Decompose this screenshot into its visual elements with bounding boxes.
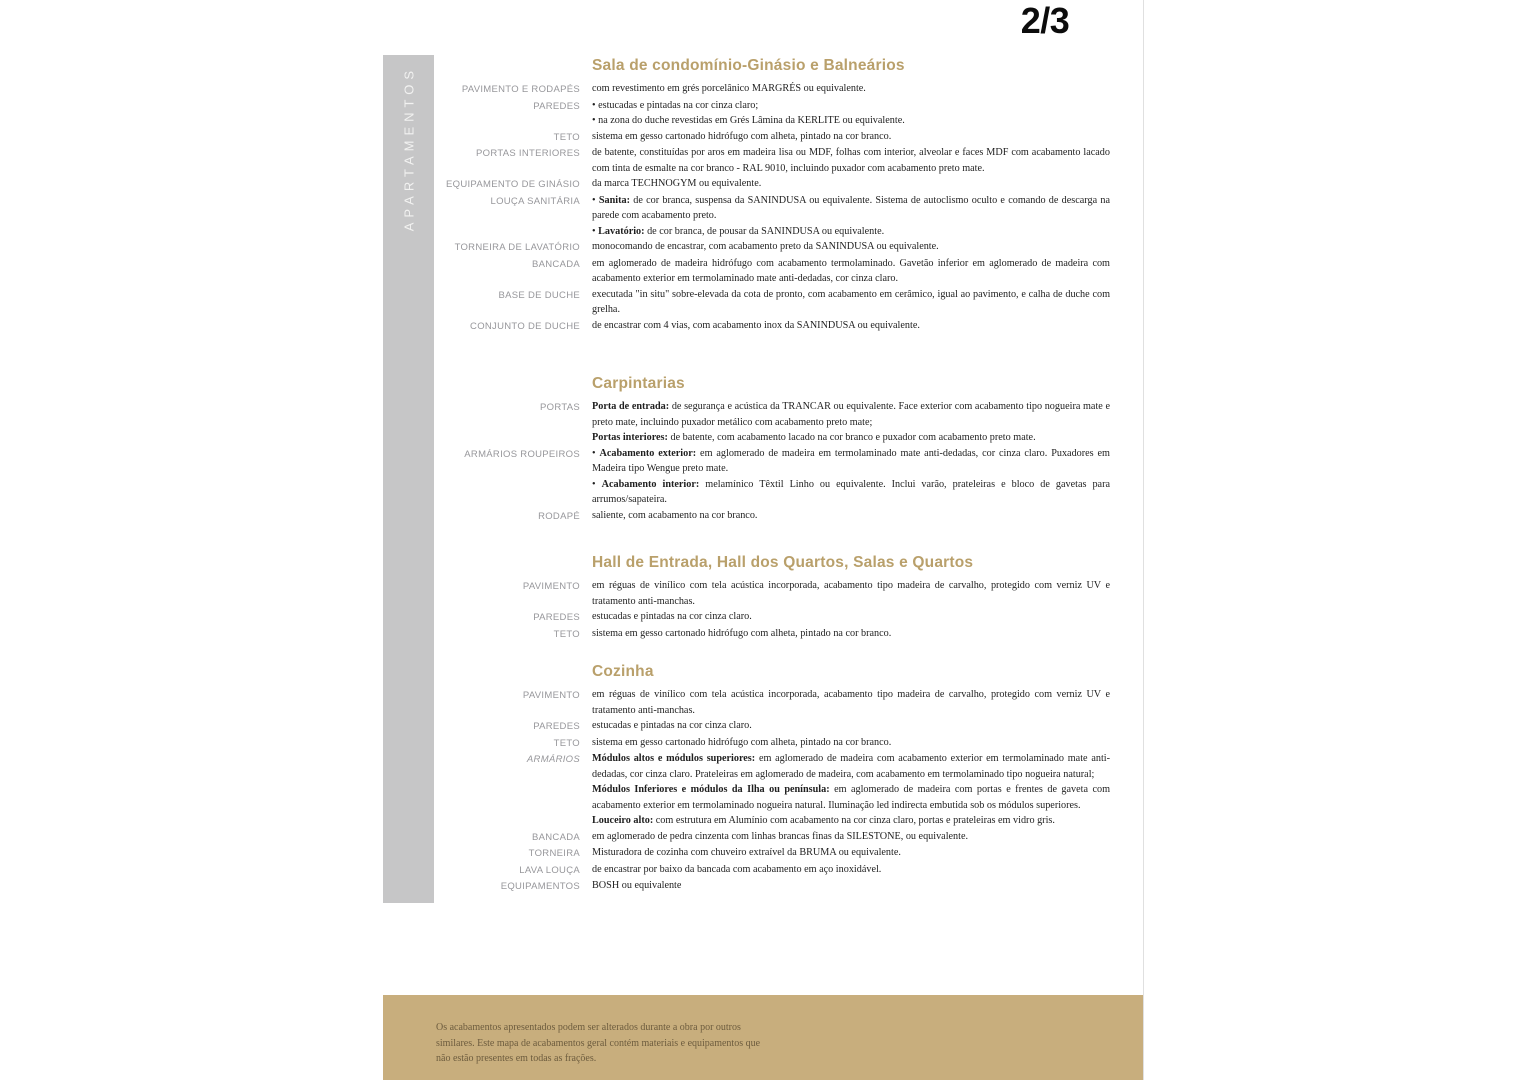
section-title: Cozinha: [592, 663, 654, 680]
spec-row-text: estucadas e pintadas na cor cinza claro.: [592, 611, 752, 622]
spec-row-text: BOSH ou equivalente: [592, 880, 682, 891]
spec-row-text: da marca TECHNOGYM ou equivalente.: [592, 178, 762, 189]
spec-row-text: • Acabamento exterior: em aglomerado de madeira em termolaminado mate anti-dedadas, cor cinza claro. Puxadores em Madeira tipo Wengue preto mate. • Acabamento interior: melamínico Têxtil Linho ou equivalente. Inclui varão, prateleiras e bloco de gavetas para arrumos/sapateira.: [592, 447, 1110, 505]
spec-row-text: de encastrar com 4 vias, com acabamento inox da SANINDUSA ou equivalente.: [592, 319, 920, 331]
spec-row-text: de encastrar por baixo da bancada com acabamento em aço inoxidável.: [592, 863, 882, 875]
spec-row: [440, 239, 1110, 256]
spec-row-label: LAVA LOUÇA: [519, 864, 580, 876]
spec-row-label: PORTAS INTERIORES: [476, 148, 580, 159]
spec-row-label: PAVIMENTO: [522, 690, 580, 701]
spec-row: [440, 193, 1110, 240]
footer-disclaimer-text: Os acabamentos apresentados podem ser alterados durante a obra por outros similares. Este mapa de acabamentos geral contém materiais e equipamentos que não estão presentes em todas as frações.: [436, 1022, 761, 1064]
spec-row-label: PORTAS: [540, 402, 580, 413]
spec-row-label: ARMÁRIOS ROUPEIROS: [464, 448, 580, 460]
section-title: Hall de Entrada, Hall dos Quartos, Salas e Quartos: [592, 554, 974, 571]
spec-row: [440, 735, 1110, 752]
spec-row-text: • estucadas e pintadas na cor cinza claro; • na zona do duche revestidas em Grés Lâmina da KERLITE ou equivalente.: [592, 99, 905, 126]
spec-row: [440, 446, 1110, 508]
spec-row: [440, 287, 1110, 318]
spec-row-label: ARMÁRIOS: [526, 754, 580, 765]
spec-row-label: PAREDES: [533, 612, 580, 623]
spec-row: [440, 626, 1110, 643]
spec-row-text: saliente, com acabamento na cor branco.: [592, 509, 758, 521]
spec-row: [440, 751, 1110, 829]
spec-row-text: estucadas e pintadas na cor cinza claro.: [592, 720, 752, 731]
spec-row-label: CONJUNTO DE DUCHE: [470, 320, 580, 332]
spec-row: [440, 845, 1110, 862]
section: [440, 57, 1110, 334]
sidebar-vertical-label: APARTAMENTOS: [401, 66, 416, 232]
spec-row: [440, 687, 1110, 718]
section: [440, 375, 1110, 524]
spec-row-text: • Sanita: de cor branca, suspensa da SANINDUSA ou equivalente. Sistema de autoclismo oculto e comando de descarga na parede com acabamento preto. • Lavatório: de cor branca, de pousar da SANINDUSA ou equivalente.: [592, 194, 1110, 237]
specifications-content: [440, 57, 1110, 895]
spec-row-label: BANCADA: [531, 258, 580, 270]
spec-row: [440, 256, 1110, 287]
spec-row-label: TORNEIRA DE LAVATÓRIO: [454, 242, 580, 253]
spec-row-label: PAREDES: [533, 721, 580, 732]
spec-row: [440, 829, 1110, 846]
spec-row-text: em réguas de vinílico com tela acústica incorporada, acabamento tipo madeira de carvalho, protegido com verniz UV e tratamento anti-manchas.: [592, 689, 1110, 716]
spec-row-label: TORNEIRA: [528, 848, 580, 859]
section-title: Carpintarias: [592, 375, 685, 392]
spec-row-text: sistema em gesso cartonado hidrófugo com alheta, pintado na cor branco.: [592, 130, 892, 142]
spec-row-text: Porta de entrada: de segurança e acústica da TRANCAR ou equivalente. Face exterior com acabamento tipo nogueira mate e preto mate, incluindo puxador metálico com acabamento preto mate; Portas interiores: de batente, com acabamento lacado na cor branco e puxador com acabamento preto mate.: [592, 401, 1110, 443]
spec-row: [440, 508, 1110, 525]
spec-row-text: monocomando de encastrar, com acabamento preto da SANINDUSA ou equivalente.: [592, 241, 939, 252]
spec-row: [440, 145, 1110, 176]
spec-row: [440, 98, 1110, 129]
section: [440, 663, 1110, 895]
spec-row-label: BASE DE DUCHE: [498, 289, 580, 301]
spec-row-text: sistema em gesso cartonado hidrófugo com alheta, pintado na cor branco.: [592, 627, 892, 639]
spec-row-text: Misturadora de cozinha com chuveiro extraível da BRUMA ou equivalente.: [592, 847, 901, 858]
spec-row: [440, 318, 1110, 335]
spec-row-label: LOUÇA SANITÁRIA: [490, 195, 580, 207]
spec-row: [440, 878, 1110, 895]
spec-row-label: EQUIPAMENTOS: [500, 881, 580, 892]
spec-row-label: BANCADA: [531, 831, 580, 843]
spec-row: [440, 176, 1110, 193]
spec-row: [440, 578, 1110, 609]
spec-row: [440, 399, 1110, 446]
spec-row-text: executada "in situ" sobre-elevada da cota de pronto, com acabamento em cerâmico, igual ao pavimento, e calha de duche com grelha.: [592, 288, 1110, 315]
spec-row-label: PAVIMENTO E RODAPÉS: [461, 84, 580, 95]
spec-row-label: PAREDES: [533, 100, 580, 112]
spec-row-text: Módulos altos e módulos superiores: em aglomerado de madeira com acabamento exterior em termolaminado mate anti-dedadas, cor cinza claro. Prateleiras em aglomerado de madeira, com acabamento em termolaminado tipo nogueira natural; Módulos Inferiores e módulos da Ilha ou península: em aglomerado de madeira com portas e frentes de gaveta com acabamento exterior em termolaminado nogueira natural. Iluminação led indirecta embutida sob os módulos superiores. Louceiro alto: com estrutura em Alumínio com acabamento na cor cinza claro, portas e prateleiras em vidro gris.: [592, 753, 1110, 826]
spec-row-text: em réguas de vinílico com tela acústica incorporada, acabamento tipo madeira de carvalho, protegido com verniz UV e tratamento anti-manchas.: [592, 580, 1110, 607]
spec-row-label: RODAPÉ: [538, 510, 580, 522]
page-number: 2/3: [1020, 0, 1070, 41]
section: [440, 554, 1110, 642]
spec-row-text: em aglomerado de madeira hidrófugo com acabamento termolaminado. Gavetão inferior em aglomerado de madeira com acabamento exterior em termolaminado mate anti-dedadas, cor cinza claro.: [592, 257, 1110, 284]
spec-row: [440, 81, 1110, 98]
page-edge-divider: [1143, 0, 1144, 1080]
spec-row-label: TETO: [553, 737, 580, 749]
spec-row: [440, 862, 1110, 879]
spec-row-text: sistema em gesso cartonado hidrófugo com alheta, pintado na cor branco.: [592, 736, 892, 748]
spec-row-label: PAVIMENTO: [522, 581, 580, 592]
footer-disclaimer-bar: [383, 995, 1143, 1080]
section-title: Sala de condomínio-Ginásio e Balneários: [592, 57, 905, 74]
spec-row: [440, 718, 1110, 735]
spec-row-label: TETO: [553, 628, 580, 640]
sidebar-apartamentos: [383, 55, 434, 903]
spec-row-label: EQUIPAMENTO DE GINÁSIO: [446, 179, 580, 190]
spec-row: [440, 129, 1110, 146]
spec-row-text: de batente, constituídas por aros em madeira lisa ou MDF, folhas com interior, alveolar e faces MDF com acabamento lacado com tinta de esmalte na cor branco - RAL 9010, incluindo puxador com acabamento preto mate.: [592, 147, 1110, 174]
spec-row: [440, 609, 1110, 626]
spec-row-text: com revestimento em grés porcelânico MARGRÉS ou equivalente.: [592, 83, 866, 94]
spec-row-text: em aglomerado de pedra cinzenta com linhas brancas finas da SILESTONE, ou equivalente.: [592, 830, 969, 842]
spec-row-label: TETO: [553, 131, 580, 143]
